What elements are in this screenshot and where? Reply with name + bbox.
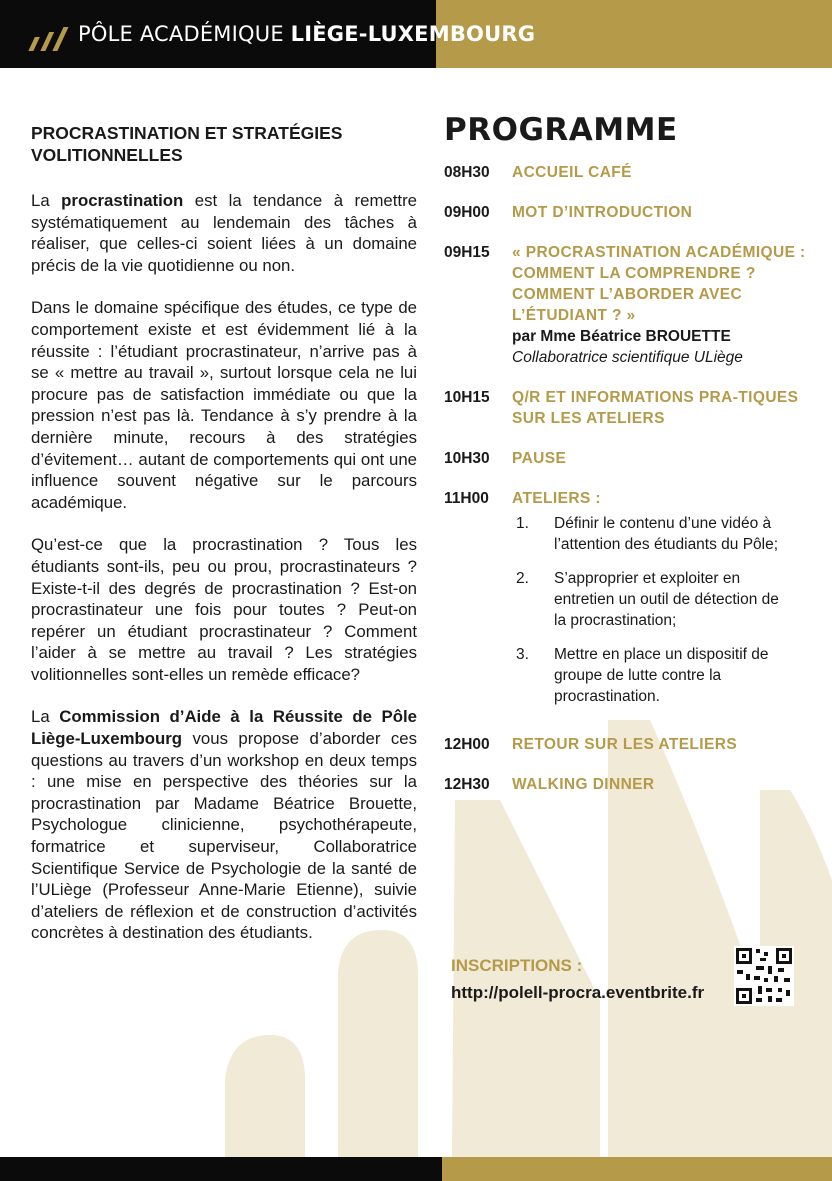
programme-time: 10H30 [444, 450, 490, 467]
studies-paragraph: Dans le domaine spécifique des études, ce type de comportement existe et est évidemment lié à la réussite : l’étudiant procrastinateur, n’arrive pas à se « mettre au travail », surtout lorsque cela ne lui procure pas de satisfaction immédiate ou que la pression n’est pas là. Tendance à s’y prendre à la dernière minute, recours à des stratégies d’évitement… autant de comportements qui ont une influence souvent négative sur le parcours académique. [31, 298, 417, 512]
programme-label: PAUSE [512, 450, 567, 467]
inscriptions-label: INSCRIPTIONS : [451, 956, 583, 975]
programme-time: 11H00 [444, 490, 489, 507]
footer-accent-bar [442, 1157, 832, 1181]
p4-bold: Commission d’Aide à la Réussite de Pôle Liège-Luxembourg [31, 707, 417, 749]
speaker-role: Collaboratrice scientifique ULiège [512, 349, 743, 366]
p4-post: vous propose d’aborder ces questions au travers d’un workshop en deux temps : une mise en perspective des théories sur la procrastination par Madame Béatrice Brouette, Psychologue clinicienne, psychothérapeute, formatrice et superviseur, Collaboratrice Scientifique Service de Psychologie de la santé de l’ULiège (Professeur Anne-Marie Etienne), suivie d’ateliers de réflexion et de construction d’activités concrètes à destination des étudiants. [31, 729, 417, 943]
programme-label: WALKING DINNER [512, 776, 655, 793]
p4-pre: La [31, 707, 60, 727]
programme-row [444, 202, 814, 223]
left-column [31, 122, 417, 965]
questions-paragraph: Qu’est-ce que la procrastination ? Tous les étudiants sont-ils, peu ou prou, procrastinateurs ? Existe-t-il des degrés de procrastination ? Est-on procrastinateur une fois pour toutes ? Peut-on repérer un étudiant procrastinateur ? Comment l’aider à se mettre au travail ? Les stratégies volitionnelles sont-elles un remède efficace? [31, 535, 417, 684]
list-item [512, 513, 814, 555]
programme-row [444, 162, 814, 183]
registration-link[interactable]: http://polell-procra.eventbrite.fr [451, 983, 705, 1002]
programme-time: 12H30 [444, 776, 490, 793]
commission-paragraph [31, 706, 417, 944]
atelier-number: 1. [516, 515, 529, 532]
programme-label: RETOUR SUR LES ATELIERS [512, 736, 738, 753]
atelier-number: 3. [516, 646, 529, 663]
programme-row [444, 242, 814, 368]
inscriptions-block [451, 955, 704, 1005]
programme-row [444, 774, 814, 795]
programme-label: Q/R ET INFORMATIONS PRA-TIQUES SUR LES ATELIERS [512, 389, 799, 427]
programme-row [444, 387, 814, 429]
programme-time: 12H00 [444, 736, 490, 753]
programme-time: 10H15 [444, 389, 490, 406]
programme-title: PROGRAMME [444, 112, 678, 148]
p1-post: est la tendance à remettre systématiquement au lendemain des tâches à réaliser, que celles-ci soient liées à un domaine précis de la vie quotidienne ou non. [31, 191, 417, 275]
programme-row [444, 488, 814, 720]
footer-bar [0, 1157, 442, 1181]
qr-code-icon[interactable] [734, 946, 794, 1006]
p1-bold: procrastination [61, 191, 184, 210]
atelier-text: Mettre en place un dispositif de groupe de lutte contre la procrastination. [554, 646, 769, 705]
programme-time: 09H15 [444, 244, 490, 261]
ateliers-list [512, 513, 814, 707]
programme-column [444, 112, 814, 814]
brand-light: PÔLE ACADÉMIQUE [78, 22, 284, 46]
atelier-text: Définir le contenu d’une vidéo à l’attention des étudiants du Pôle; [554, 515, 779, 553]
programme-label: ACCUEIL CAFÉ [512, 164, 632, 181]
list-item [512, 644, 814, 707]
speaker-name: par Mme Béatrice BROUETTE [512, 328, 731, 345]
programme-row [444, 734, 814, 755]
list-item [512, 568, 814, 631]
brand-bold: LIÈGE-LUXEMBOURG [290, 22, 536, 46]
programme-label: « PROCRASTINATION ACADÉMIQUE : COMMENT LA COMPRENDRE ? COMMENT L’ABORDER AVEC L’ÉTUDIANT ? » [512, 244, 806, 324]
programme-time: 09H00 [444, 204, 490, 221]
p1-pre: La [31, 191, 62, 210]
intro-paragraph [31, 190, 417, 276]
programme-label: MOT D’INTRODUCTION [512, 204, 693, 221]
section-title: PROCRASTINATION ET STRATÉGIES VOLITIONNELLES [31, 123, 343, 165]
programme-row [444, 448, 814, 469]
atelier-number: 2. [516, 570, 529, 587]
programme-time: 08H30 [444, 164, 490, 181]
programme-label: ATELIERS : [512, 490, 601, 507]
atelier-text: S’approprier et exploiter en entretien un outil de détection de la procrastination; [554, 570, 779, 629]
